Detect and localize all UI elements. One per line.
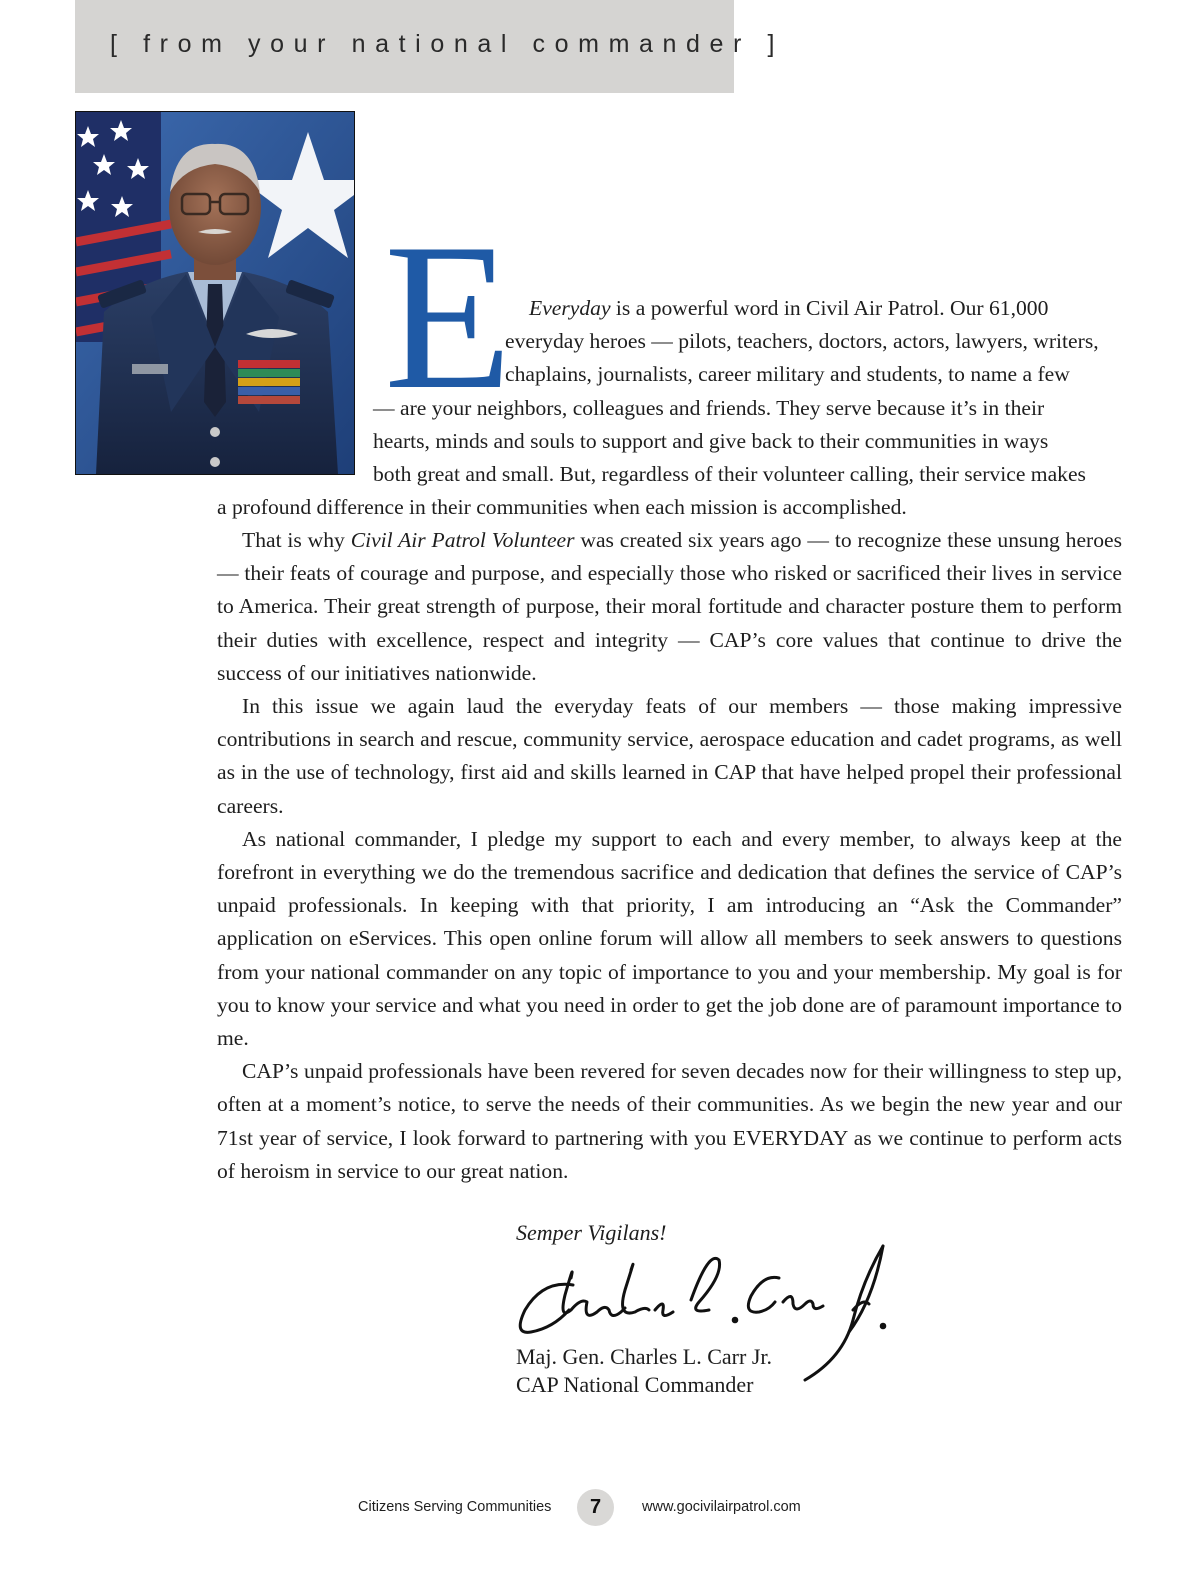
letter-paragraph-4: As national commander, I pledge my support to each and every member, to always keep at the forefront in everything we do the tremendous sacrifice and dedication that defines the service of CAP’s unpaid professionals. In keeping with that priority, I am introducing an “Ask the Commander” application on eServices. This open online forum will allow all members to seek answers to questions from your national commander on any topic of importance to you and your membership. My goal is for you to know your service and what you need in order to get the job done are of paramount importance to me. [217,826,1122,1051]
drop-cap: E [384,201,513,433]
letter-paragraph-1 [217,292,1122,524]
paragraph-1-line: — are your neighbors, colleagues and friends. They serve because it’s in their [373,395,1045,420]
section-header: [ from your national commander ] [110,30,785,58]
valediction: Semper Vigilans! [516,1220,667,1245]
signatory-title: CAP National Commander [516,1372,754,1397]
signatory-name: Maj. Gen. Charles L. Carr Jr. [516,1344,772,1369]
footer-website: www.gocivilairpatrol.com [642,1499,801,1515]
paragraph-text: was created six years ago — to recognize these unsung heroes — their feats of courage and purpose, and especially those who risked or sacrificed their lives in service to America. Their great strength of purpose, their moral fortitude and character posture them to perform their duties with excellence, respect and integrity — CAP’s core values that continue to drive the success of our initiatives nationwide. [217,528,1123,685]
letter-body [217,524,1122,1188]
paragraph-1-line: both great and small. But, regardless of their volunteer calling, their service makes [373,462,1086,487]
line-text: is a powerful word in Civil Air Patrol. Our 61,000 [610,296,1049,320]
publication-title: Civil Air Patrol Volunteer [350,528,575,552]
paragraph-1-line: hearts, minds and souls to support and give back to their communities in ways [373,428,1049,453]
footer-tagline: Citizens Serving Communities [358,1499,552,1515]
paragraph-1-line: a profound difference in their communities when each mission is accomplished. [217,495,907,520]
paragraph-text: That is why [242,528,351,552]
paragraph-1-line: chaplains, journalists, career military and students, to name a few [505,362,1070,387]
letter-paragraph-5: CAP’s unpaid professionals have been revered for seven decades now for their willingness to step up, often at a moment’s notice, to serve the needs of their communities. As we begin the new year and our 71st year of service, I look forward to partnering with you EVERYDAY as we continue to perform acts of heroism in service to our great nation. [217,1059,1122,1183]
letter-paragraph-3: In this issue we again laud the everyday feats of our members — those making impressive contributions in search and rescue, community service, aerospace education and cadet programs, as well as in the use of technology, first aid and skills learned in CAP that have helped propel their professional careers. [217,694,1122,818]
letter-paragraph-2 [217,524,1122,690]
everyday-italic: Everyday [529,296,611,320]
paragraph-1-line [217,292,1122,325]
paragraph-1-line: everyday heroes — pilots, teachers, doctors, actors, lawyers, writers, [505,329,1099,354]
page-number: 7 [577,1489,614,1526]
